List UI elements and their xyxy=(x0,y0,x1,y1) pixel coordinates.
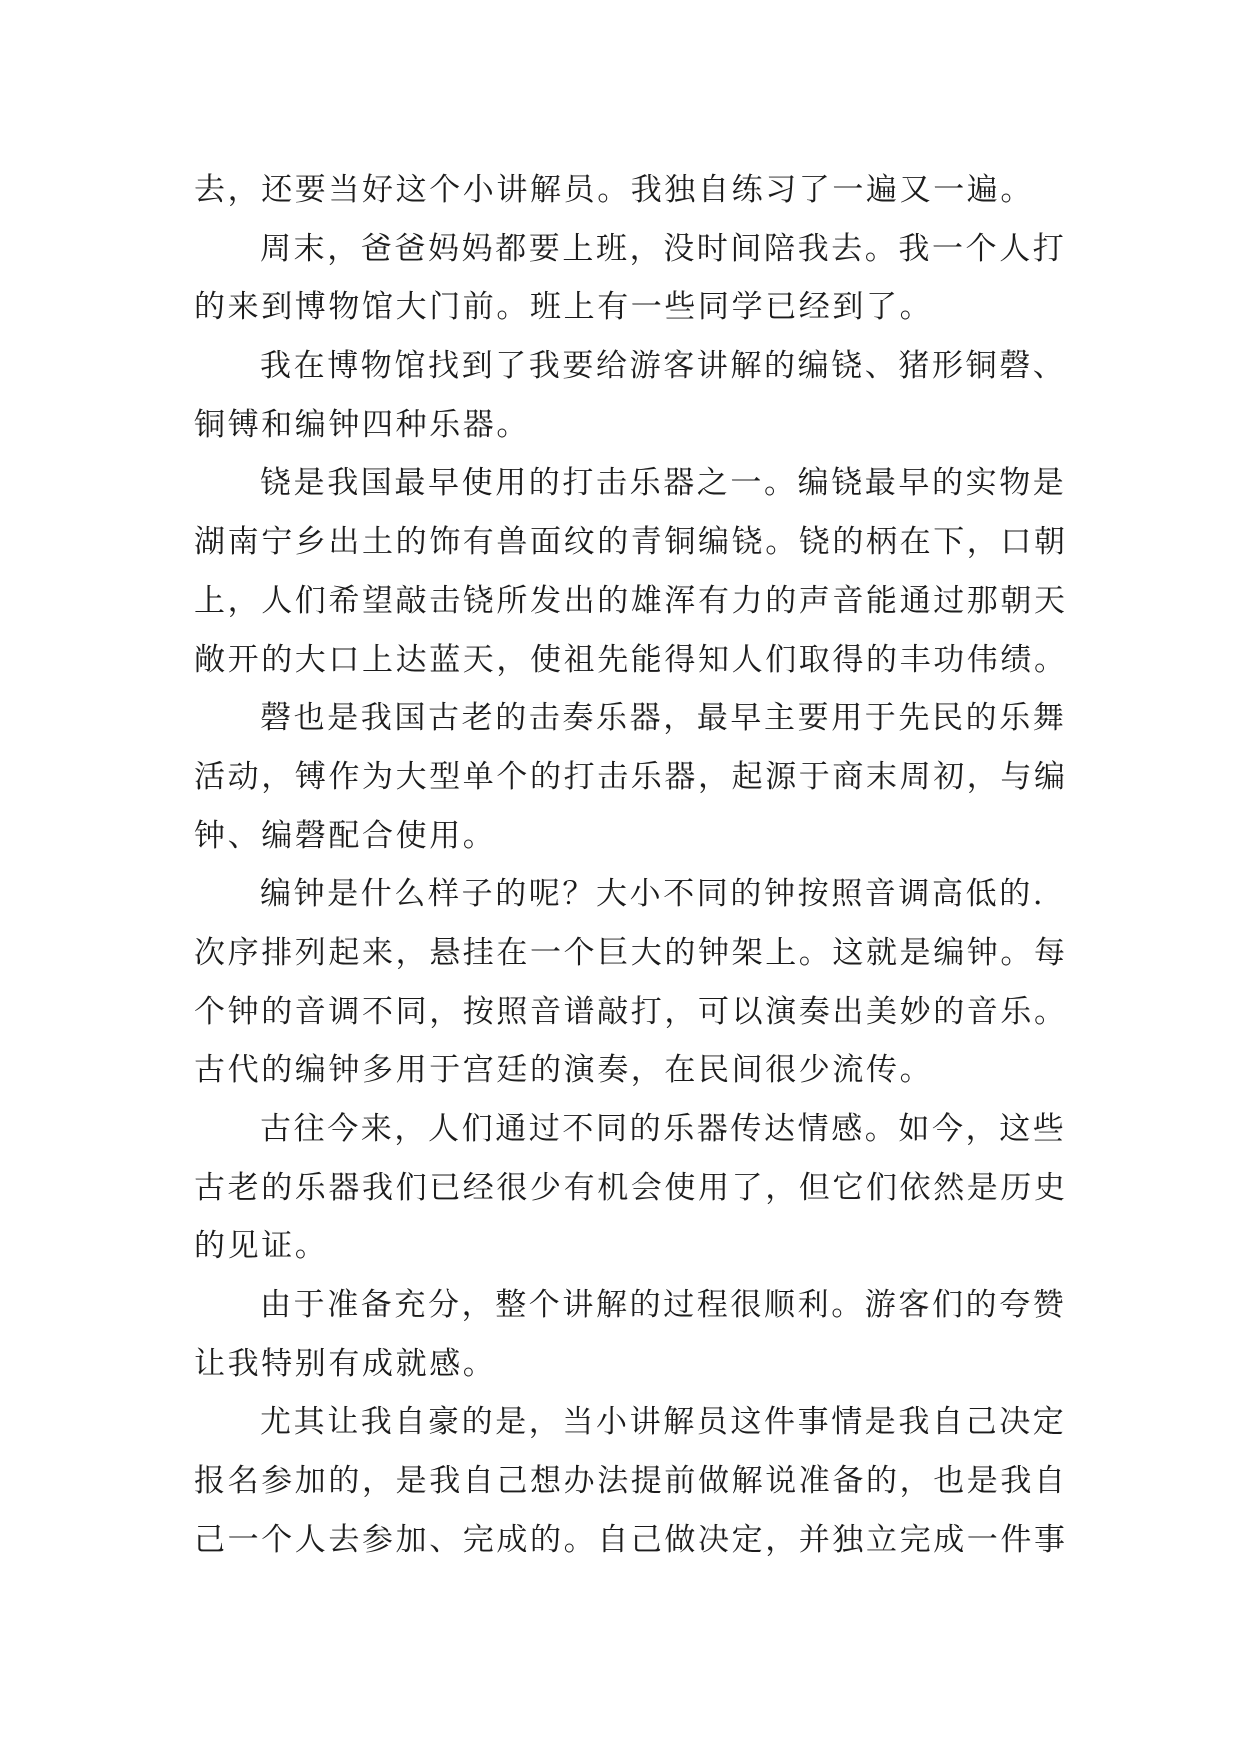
text-line: 报名参加的，是我自己想办法提前做解说准备的，也是我自 xyxy=(194,1463,1068,1500)
text-line: 的见证。 xyxy=(194,1228,329,1265)
text-line: 个钟的音调不同，按照音谱敲打，可以演奏出美妙的音乐。 xyxy=(194,993,1068,1030)
text-line: 我在博物馆找到了我要给游客讲解的编铙、猪形铜磬、 xyxy=(260,348,1067,385)
text-line: 尤其让我自豪的是，当小讲解员这件事情是我自己决定 xyxy=(260,1404,1067,1441)
text-line: 让我特别有成就感。 xyxy=(194,1345,497,1382)
text-line: 活动，镈作为大型单个的打击乐器，起源于商末周初，与编 xyxy=(194,758,1068,795)
text-line: 敞开的大口上达蓝天，使祖先能得知人们取得的丰功伟绩。 xyxy=(194,641,1068,678)
text-line: 古代的编钟多用于宫廷的演奏，在民间很少流传。 xyxy=(194,1052,934,1089)
text-line: 铙是我国最早使用的打击乐器之一。编铙最早的实物是 xyxy=(260,465,1067,502)
text-line: 由于准备充分，整个讲解的过程很顺利。游客们的夸赞 xyxy=(260,1287,1067,1324)
text-line: 去，还要当好这个小讲解员。我独自练习了一遍又一遍。 xyxy=(194,172,1034,208)
text-line: 编钟是什么样子的呢？大小不同的钟按照音调高低的. xyxy=(260,876,1046,913)
text-line: 铜镈和编钟四种乐器。 xyxy=(194,406,530,443)
text-line: 湖南宁乡出土的饰有兽面纹的青铜编铙。铙的柄在下，口朝 xyxy=(194,524,1068,561)
body-text xyxy=(194,161,1094,1570)
text-line: 磬也是我国古老的击奏乐器，最早主要用于先民的乐舞 xyxy=(260,700,1067,737)
text-line: 周末，爸爸妈妈都要上班，没时间陪我去。我一个人打 xyxy=(260,230,1067,267)
text-line: 己一个人去参加、完成的。自己做决定，并独立完成一件事 xyxy=(194,1521,1068,1558)
text-line: 古老的乐器我们已经很少有机会使用了，但它们依然是历史 xyxy=(194,1169,1068,1206)
text-line: 的来到博物馆大门前。班上有一些同学已经到了。 xyxy=(194,289,934,326)
text-line: 次序排列起来，悬挂在一个巨大的钟架上。这就是编钟。每 xyxy=(194,934,1068,971)
text-line: 古往今来，人们通过不同的乐器传达情感。如今，这些 xyxy=(260,1111,1067,1147)
text-line: 钟、编磬配合使用。 xyxy=(194,817,497,854)
text-line: 上，人们希望敲击铙所发出的雄浑有力的声音能通过那朝天 xyxy=(194,582,1068,619)
